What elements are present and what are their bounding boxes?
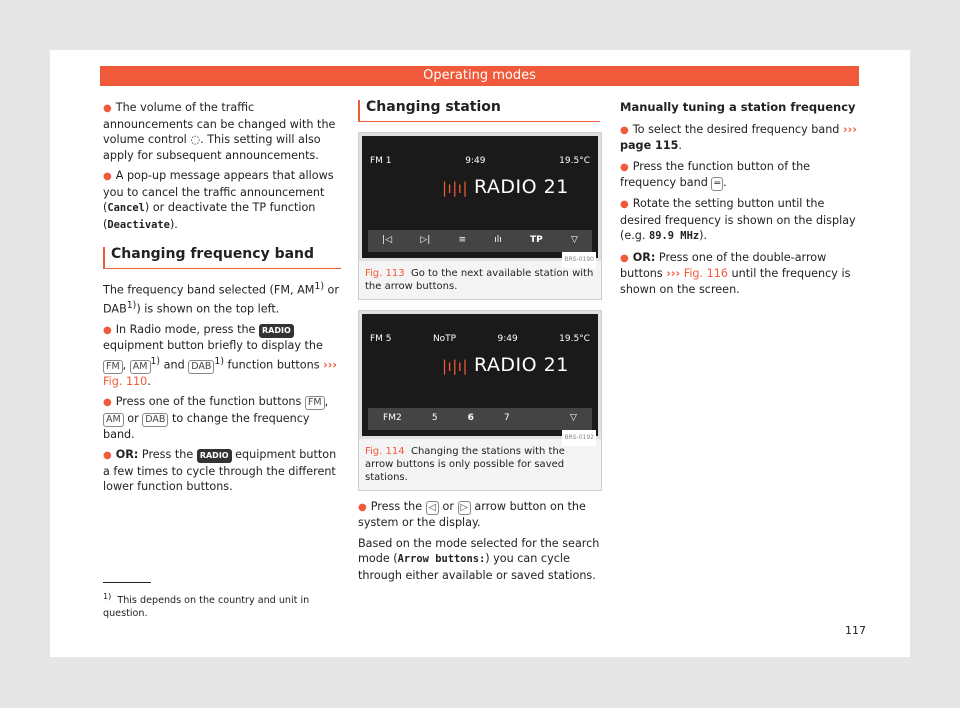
bullet-function-buttons: ● Press one of the function buttons FM , AM or DAB to change the frequency band. [103,395,329,441]
preset-6[interactable]: 6 [467,412,474,423]
bullet-rotate: ● Rotate the setting button until the desired frequency is shown on the display (e.g. 89.9 MHz). [620,197,856,242]
right-arrow-key: ▷ [458,501,471,515]
fig-116-link[interactable]: Fig. 116 [683,267,728,280]
more-button[interactable]: ▽ [570,412,577,423]
dab-key: DAB [188,360,214,374]
caption-114: Fig. 114 Changing the stations with the arrow buttons is only possible for saved stations. [359,439,601,490]
bullet-volume: ● The volume of the traffic announcements can be changed with the volume control ◌. This setting will also apply for subsequent announcements. [103,101,336,162]
bullet-double-arrow: ● OR: Press one of the double-arrow buttons ››› Fig. 116 until the frequency is shown on the screen. [620,250,851,296]
intro-paragraph: The frequency band selected (FM, AM$^{1)}$ or DAB$^{1)}$) is shown on the top left. [103,280,339,316]
section-title-changing-station: Changing station [358,100,600,122]
temp-label: 19.5°C [559,155,590,166]
bullet-select-band: ● To select the desired frequency band ››› page 115. [620,122,857,152]
column-right [620,100,860,302]
more-button[interactable]: ▽ [570,234,578,245]
time-label: 9:49 [497,333,518,344]
left-arrow-key: ◁ [426,501,439,515]
bullet-arrow-buttons: ● Press the ◁ or ▷ arrow button on the system or the display. [358,499,586,529]
function-bar [368,230,592,252]
fig-110-link[interactable]: Fig. 110 [103,374,148,388]
bullet-popup: ● A pop-up message appears that allows you to cancel the traffic announcement (Cancel) or deactivate the TP function (Deactivate). [103,169,334,231]
fm-key: FM [103,360,123,374]
preset-5[interactable]: 5 [431,412,438,423]
preset-bar [368,408,592,430]
preset-fm2[interactable]: FM2 [383,412,402,423]
bullet-radio-mode: ● In Radio mode, press the RADIO equipment button briefly to display the FM , AM $^{1)}$ and DAB $^{1)}$ function buttons ››› Fig. 110. [103,322,337,388]
tp-button[interactable]: TP [529,234,543,245]
radio-screen-113 [359,133,601,261]
image-code: BRS-0192 [562,430,596,446]
tp-status: NoTP [432,333,457,344]
manual-tuning-title: Manually tuning a station frequency [620,100,856,114]
caption-113: Fig. 113 Go to the next available station with the arrow buttons. [359,261,601,299]
am-key: AM [130,360,151,374]
prev-station-button[interactable]: |◁ [382,234,393,245]
temp-label: 19.5°C [559,333,590,344]
signal-bars-icon: |ı|ı| [442,356,468,375]
frequency-band-icon: ═ [711,177,723,191]
station-name: RADIO 21 [474,353,569,376]
preset-7[interactable]: 7 [504,412,510,423]
column-left [103,100,341,500]
sound-button[interactable]: ılı [494,234,502,245]
band-label: FM 5 [370,333,392,344]
volume-control-icon: ◌ [190,133,201,146]
section-title-frequency-band: Changing frequency band [103,247,341,269]
bullet-frequency-button: ● Press the function button of the frequency band ═ . [620,159,811,189]
image-code: BRS-0190 [562,252,596,268]
figure-114 [358,310,602,491]
column-middle [358,100,600,588]
page-115-link[interactable]: page 115 [620,139,679,152]
search-mode-paragraph: Based on the mode selected for the search mode (Arrow buttons:) you can cycle through either available or saved stations. [358,536,600,582]
page-number: 117 [845,624,866,637]
signal-bars-icon: |ı|ı| [442,178,468,197]
next-station-button[interactable]: ▷| [420,234,431,245]
list-button[interactable]: ≡ [458,234,467,245]
time-label: 9:49 [465,155,486,166]
station-name: RADIO 21 [474,175,569,198]
footnote-rule [103,582,151,583]
figure-113 [358,132,602,300]
bullet-or-radio: ● OR: Press the RADIO equipment button a few times to cycle through the different lower function buttons. [103,448,337,494]
radio-key: RADIO [259,324,294,338]
page-header: Operating modes [100,66,859,86]
radio-screen-114 [359,311,601,439]
footnote: $^{1)}$ This depends on the country and unit in question. [103,592,310,620]
band-label: FM 1 [370,155,392,166]
